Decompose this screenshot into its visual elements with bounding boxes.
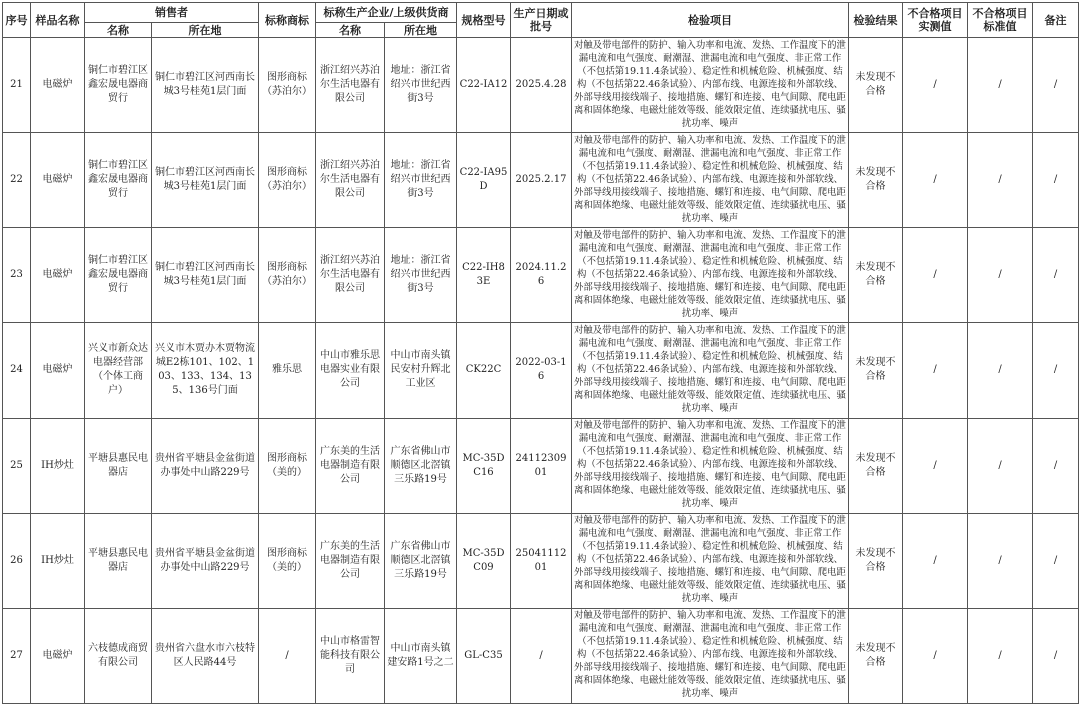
table-row <box>3 133 1079 228</box>
cell-seller-location: 贵州省六盘水市六枝特区人民路44号 <box>152 608 259 703</box>
cell-seller-name: 六枝德成商贸有限公司 <box>85 608 152 703</box>
cell-fail-value: / <box>903 323 968 418</box>
cell-fail-standard: / <box>968 228 1033 323</box>
cell-mfr-location: 地址：浙江省绍兴市世纪西街3号 <box>385 228 457 323</box>
header-items: 检验项目 <box>572 3 849 38</box>
items-text: 对触及带电部件的防护、输入功率和电流、发热、工作温度下的泄漏电流和电气强度、耐潮湿、泄漏电流和电气强度、非正常工作（不包括第19.11.4条试验）、稳定性和机械危险、机械强度、结构（不包括第22.46条试验）、内部布线、电源连接和外部软线、外部导线用接线端子、接地措施、螺钉和连接、电气间隙、爬电距离和固体绝缘、电磁灶能效等级、能效限定值、连续骚扰电压、骚扰功率、噪声 <box>574 515 846 605</box>
cell-fail-standard: / <box>968 133 1033 228</box>
cell-seq: 25 <box>3 418 31 513</box>
table-row <box>3 228 1079 323</box>
cell-seller-location: 铜仁市碧江区河西南长城3号桂苑1层门面 <box>152 38 259 133</box>
cell-fail-value: / <box>903 418 968 513</box>
table-row <box>3 418 1079 513</box>
cell-mfr-location: 地址：浙江省绍兴市世纪西街3号 <box>385 38 457 133</box>
cell-result: 未发现不合格 <box>849 608 903 703</box>
cell-brand: 雅乐思 <box>259 323 316 418</box>
cell-fail-standard: / <box>968 323 1033 418</box>
cell-date: / <box>511 608 572 703</box>
cell-mfr-name: 浙江绍兴苏泊尔生活电器有限公司 <box>316 228 385 323</box>
cell-brand: 图形商标（美的） <box>259 418 316 513</box>
cell-result: 未发现不合格 <box>849 418 903 513</box>
cell-brand: 图形商标（苏泊尔） <box>259 228 316 323</box>
cell-sample: 电磁炉 <box>31 323 85 418</box>
cell-model: C22-IA12 <box>457 38 511 133</box>
cell-seq: 24 <box>3 323 31 418</box>
cell-mfr-location: 中山市南头镇建安路1号之二 <box>385 608 457 703</box>
cell-remarks: / <box>1033 418 1079 513</box>
cell-sample: 电磁炉 <box>31 133 85 228</box>
cell-seller-name: 兴义市新众达电器经营部（个体工商户） <box>85 323 152 418</box>
header-fail-value: 不合格项目实测值 <box>903 3 968 38</box>
cell-items <box>572 133 849 228</box>
cell-mfr-location: 广东省佛山市顺德区北滘镇三乐路19号 <box>385 418 457 513</box>
cell-mfr-name: 广东美的生活电器制造有限公司 <box>316 513 385 608</box>
cell-seller-location: 铜仁市碧江区河西南长城3号桂苑1层门面 <box>152 228 259 323</box>
cell-sample: IH炒灶 <box>31 513 85 608</box>
cell-model: MC-35DC09 <box>457 513 511 608</box>
cell-fail-standard: / <box>968 513 1033 608</box>
cell-seller-name: 平塘县惠民电器店 <box>85 513 152 608</box>
header-seller-location: 所在地 <box>152 23 259 38</box>
header-brand: 标称商标 <box>259 3 316 38</box>
cell-result: 未发现不合格 <box>849 133 903 228</box>
cell-result: 未发现不合格 <box>849 228 903 323</box>
cell-seq: 22 <box>3 133 31 228</box>
header-sample-name: 样品名称 <box>31 3 85 38</box>
cell-brand: 图形商标（苏泊尔） <box>259 38 316 133</box>
cell-items <box>572 608 849 703</box>
cell-items <box>572 323 849 418</box>
table-row <box>3 38 1079 133</box>
cell-mfr-name: 中山市雅乐思电器实业有限公司 <box>316 323 385 418</box>
cell-date: 2411230901 <box>511 418 572 513</box>
cell-seller-location: 贵州省平塘县金盆街道办事处中山路229号 <box>152 513 259 608</box>
cell-seller-name: 铜仁市碧江区鑫宏晟电器商贸行 <box>85 228 152 323</box>
cell-fail-standard: / <box>968 608 1033 703</box>
cell-seq: 21 <box>3 38 31 133</box>
cell-date: 2504111201 <box>511 513 572 608</box>
cell-items <box>572 513 849 608</box>
cell-brand: 图形商标（美的） <box>259 513 316 608</box>
cell-items <box>572 38 849 133</box>
cell-sample: 电磁炉 <box>31 38 85 133</box>
cell-items <box>572 418 849 513</box>
cell-date: 2024.11.26 <box>511 228 572 323</box>
table-row <box>3 608 1079 703</box>
items-text: 对触及带电部件的防护、输入功率和电流、发热、工作温度下的泄漏电流和电气强度、耐潮湿、泄漏电流和电气强度、非正常工作（不包括第19.11.4条试验）、稳定性和机械危险、机械强度、结构（不包括第22.46条试验）、内部布线、电源连接和外部软线、外部导线用接线端子、接地措施、螺钉和连接、电气间隙、爬电距离和固体绝缘、电磁灶能效等级、能效限定值、连续骚扰电压、骚扰功率、噪声 <box>574 324 846 414</box>
cell-mfr-name: 浙江绍兴苏泊尔生活电器有限公司 <box>316 38 385 133</box>
table-body <box>3 38 1079 704</box>
cell-seller-location: 贵州省平塘县金盆街道办事处中山路229号 <box>152 418 259 513</box>
cell-seller-name: 铜仁市碧江区鑫宏晟电器商贸行 <box>85 38 152 133</box>
cell-fail-value: / <box>903 513 968 608</box>
cell-mfr-name: 广东美的生活电器制造有限公司 <box>316 418 385 513</box>
cell-remarks: / <box>1033 228 1079 323</box>
items-text: 对触及带电部件的防护、输入功率和电流、发热、工作温度下的泄漏电流和电气强度、耐潮湿、泄漏电流和电气强度、非正常工作（不包括第19.11.4条试验）、稳定性和机械危险、机械强度、结构（不包括第22.46条试验）、内部布线、电源连接和外部软线、外部导线用接线端子、接地措施、螺钉和连接、电气间隙、爬电距离和固体绝缘、电磁灶能效等级、能效限定值、连续骚扰电压、骚扰功率、噪声 <box>574 420 846 510</box>
cell-brand: / <box>259 608 316 703</box>
cell-result: 未发现不合格 <box>849 323 903 418</box>
cell-model: GL-C35 <box>457 608 511 703</box>
header-seq: 序号 <box>3 3 31 38</box>
cell-seller-name: 铜仁市碧江区鑫宏晟电器商贸行 <box>85 133 152 228</box>
cell-remarks: / <box>1033 38 1079 133</box>
header-seller: 销售者 <box>85 3 259 23</box>
cell-mfr-location: 广东省佛山市顺德区北滘镇三乐路19号 <box>385 513 457 608</box>
cell-seller-name: 平塘县惠民电器店 <box>85 418 152 513</box>
header-model: 规格型号 <box>457 3 511 38</box>
cell-model: MC-35DC16 <box>457 418 511 513</box>
cell-date: 2022-03-16 <box>511 323 572 418</box>
cell-mfr-location: 地址：浙江省绍兴市世纪西街3号 <box>385 133 457 228</box>
cell-mfr-location: 中山市南头镇民安村升辉北工业区 <box>385 323 457 418</box>
header-manufacturer-location: 所在地 <box>385 23 457 38</box>
cell-seq: 27 <box>3 608 31 703</box>
cell-result: 未发现不合格 <box>849 38 903 133</box>
cell-model: C22-IH83E <box>457 228 511 323</box>
cell-mfr-name: 浙江绍兴苏泊尔生活电器有限公司 <box>316 133 385 228</box>
cell-fail-value: / <box>903 228 968 323</box>
cell-sample: 电磁炉 <box>31 228 85 323</box>
header-remarks: 备注 <box>1033 3 1079 38</box>
cell-fail-standard: / <box>968 38 1033 133</box>
cell-date: 2025.2.17 <box>511 133 572 228</box>
cell-seq: 23 <box>3 228 31 323</box>
cell-model: CK22C <box>457 323 511 418</box>
table-header <box>3 3 1079 38</box>
cell-seller-location: 铜仁市碧江区河西南长城3号桂苑1层门面 <box>152 133 259 228</box>
items-text: 对触及带电部件的防护、输入功率和电流、发热、工作温度下的泄漏电流和电气强度、耐潮湿、泄漏电流和电气强度、非正常工作（不包括第19.11.4条试验）、稳定性和机械危险、机械强度、结构（不包括第22.46条试验）、内部布线、电源连接和外部软线、外部导线用接线端子、接地措施、螺钉和连接、电气间隙、爬电距离和固体绝缘、电磁灶能效等级、能效限定值、连续骚扰电压、骚扰功率、噪声 <box>574 134 846 224</box>
cell-remarks: / <box>1033 323 1079 418</box>
cell-result: 未发现不合格 <box>849 513 903 608</box>
cell-items <box>572 228 849 323</box>
cell-seq: 26 <box>3 513 31 608</box>
cell-seller-location: 兴义市木贾办木贾物流城E2栋101、102、103、133、134、135、136号门面 <box>152 323 259 418</box>
header-manufacturer: 标称生产企业/上级供货商 <box>316 3 457 23</box>
inspection-results-table <box>2 2 1079 704</box>
cell-brand: 图形商标（苏泊尔） <box>259 133 316 228</box>
items-text: 对触及带电部件的防护、输入功率和电流、发热、工作温度下的泄漏电流和电气强度、耐潮湿、泄漏电流和电气强度、非正常工作（不包括第19.11.4条试验）、稳定性和机械危险、机械强度、结构（不包括第22.46条试验）、内部布线、电源连接和外部软线、外部导线用接线端子、接地措施、螺钉和连接、电气间隙、爬电距离和固体绝缘、电磁灶能效等级、能效限定值、连续骚扰电压、骚扰功率、噪声 <box>574 229 846 319</box>
header-date: 生产日期或批号 <box>511 3 572 38</box>
table-row <box>3 513 1079 608</box>
cell-sample: 电磁炉 <box>31 608 85 703</box>
cell-remarks: / <box>1033 133 1079 228</box>
items-text: 对触及带电部件的防护、输入功率和电流、发热、工作温度下的泄漏电流和电气强度、耐潮湿、泄漏电流和电气强度、非正常工作（不包括第19.11.4条试验）、稳定性和机械危险、机械强度、结构（不包括第22.46条试验）、内部布线、电源连接和外部软线、外部导线用接线端子、接地措施、螺钉和连接、电气间隙、爬电距离和固体绝缘、电磁灶能效等级、能效限定值、连续骚扰电压、骚扰功率、噪声 <box>574 39 846 129</box>
header-fail-standard: 不合格项目标准值 <box>968 3 1033 38</box>
cell-model: C22-IA95D <box>457 133 511 228</box>
cell-fail-value: / <box>903 133 968 228</box>
cell-remarks: / <box>1033 513 1079 608</box>
cell-fail-value: / <box>903 608 968 703</box>
cell-fail-standard: / <box>968 418 1033 513</box>
cell-sample: IH炒灶 <box>31 418 85 513</box>
cell-fail-value: / <box>903 38 968 133</box>
header-seller-name: 名称 <box>85 23 152 38</box>
cell-remarks: / <box>1033 608 1079 703</box>
cell-date: 2025.4.28 <box>511 38 572 133</box>
cell-mfr-name: 中山市格雷智能科技有限公司 <box>316 608 385 703</box>
table-row <box>3 323 1079 418</box>
header-result: 检验结果 <box>849 3 903 38</box>
header-manufacturer-name: 名称 <box>316 23 385 38</box>
items-text: 对触及带电部件的防护、输入功率和电流、发热、工作温度下的泄漏电流和电气强度、耐潮湿、泄漏电流和电气强度、非正常工作（不包括第19.11.4条试验）、稳定性和机械危险、机械强度、结构（不包括第22.46条试验）、内部布线、电源连接和外部软线、外部导线用接线端子、接地措施、螺钉和连接、电气间隙、爬电距离和固体绝缘、电磁灶能效等级、能效限定值、连续骚扰电压、骚扰功率、噪声 <box>574 610 846 700</box>
